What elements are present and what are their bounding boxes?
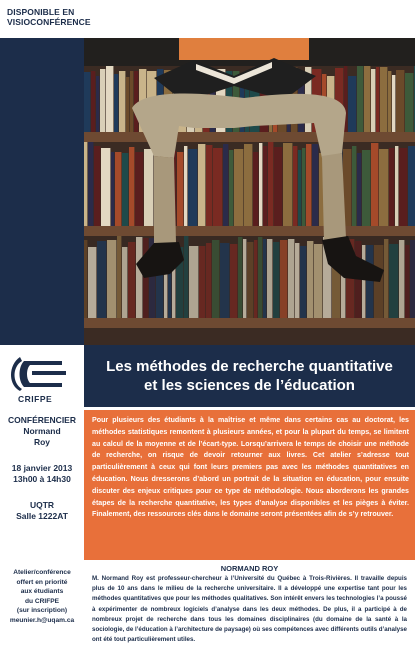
book-spine [357, 153, 361, 226]
book-spine [371, 143, 378, 226]
book-spine [364, 66, 370, 132]
book-spine [348, 76, 356, 132]
book-spine [223, 144, 228, 226]
event-time: 13h00 à 14h30 [13, 474, 71, 484]
contact-line-2: offert en priorité [16, 578, 68, 586]
speaker-label: CONFÉRENCIER [7, 415, 76, 425]
speaker-first-name: Normand [23, 426, 61, 436]
visioconference-badge [7, 7, 91, 27]
book-spine [379, 149, 388, 226]
book-spine [263, 146, 267, 226]
book-spine [274, 147, 282, 226]
book-spine [234, 149, 243, 226]
badge-line-1: DISPONIBLE EN [7, 7, 75, 17]
book-spine [184, 146, 187, 226]
book-spine [376, 67, 379, 132]
contact-line-4: du CRIFPE [24, 597, 60, 605]
book-spine [259, 143, 262, 226]
book-spine [135, 152, 143, 226]
book-spine [306, 144, 311, 226]
book-spine [253, 152, 258, 226]
book-spine [106, 66, 113, 132]
contact-line-1: Atelier/conférence [13, 569, 71, 576]
book-spine [91, 71, 95, 132]
book-spine [388, 71, 391, 132]
book-spine [244, 144, 252, 226]
description-text: Pour plusieurs des étudiants à la maîtrise et même dans certains cas au doctorat, les méthodes statistiques remontent à plusieurs années, et pour la plupart du temps, se limitent au calcul de la moyenne et de l’écart-type. Lorsqu’arrivera le temps de choisir une méthode de recherche, on risque de devoir retourner aux livres. Cet atelier s’adresse tout particulièrement à ceux qui font leurs premiers pas avec les méthodes quantitatives en éducation. Nous dresserons d’abord un portrait de la situation en éducation, pour ensuite discuter des enjeux critiques pour ce type de méthodologie. Nous aborderons les grandes étapes de la recherche quantitative, les types d’analyse disponibles et les pièges à éviter. Finalement, des ressources clés dans le domaine seront présentées afin de s’y retrouver. [92, 416, 409, 519]
book-spine [115, 152, 121, 226]
contact-email[interactable]: meunier.h@uqam.ca [9, 616, 75, 624]
book-spine [293, 146, 297, 226]
book-spine [408, 146, 415, 226]
book-spine [362, 150, 370, 226]
bookshelf-row-2 [84, 142, 415, 226]
book-spine [213, 148, 222, 226]
book-spine [198, 144, 205, 226]
book-spine [389, 148, 394, 226]
registration-contact [0, 568, 84, 625]
book-spine [94, 146, 100, 226]
contact-line-5: (sur inscription) [16, 607, 68, 614]
book-spine [84, 72, 90, 132]
speaker-last-name: Roy [33, 437, 51, 447]
book-spine [100, 69, 105, 132]
bio-heading: NORMAND ROY [220, 564, 279, 573]
book-spine [399, 148, 407, 226]
hero-photo [84, 38, 415, 345]
book-spine [302, 148, 305, 226]
date-block [0, 463, 84, 485]
description-panel [84, 410, 415, 560]
title-line-2: et les sciences de l’éducation [144, 377, 355, 394]
book-spine [206, 145, 212, 226]
event-info [0, 410, 84, 522]
bio-text: M. Normand Roy est professeur-chercheur à l’Université du Québec à Trois-Rivières. Il travaille depuis plus de 10 ans dans le milieu de la recherche universitaire. Il a développé une expertise tant pour les méthodes quantitatives que pour les méthodes qualitatives. Son intérêt envers les technologies l’a poussé à expérimenter de nombreux logiciels d’analyse dans les deux méthodes. De plus, il a participé à de nombreux projet de recherche dans tous les domaines disciplinaires (du domaine de la santé à la sociologie, de l’éducation à l’architecture de paysage) où ses compétences avec différents outils d’analyse ont été tout particulièrement utiles. [92, 575, 407, 644]
book-spine [144, 149, 153, 226]
book-spine [371, 69, 375, 132]
book-spine [119, 71, 125, 132]
event-date: 18 janvier 2013 [11, 463, 73, 473]
book-spine [392, 75, 395, 132]
book-spine [188, 149, 197, 226]
contact-line-3: aux étudiants [20, 588, 64, 595]
event-room: Salle 1222AT [16, 511, 68, 521]
badge-line-2: VISIOCONFÉRENCE [7, 17, 91, 27]
title-band [84, 345, 415, 407]
book-spine [395, 146, 398, 226]
event-venue: UQTR [29, 500, 55, 510]
book-spine [380, 67, 387, 132]
book-spine [130, 71, 133, 132]
book-spine [129, 147, 134, 226]
book-spine [126, 77, 129, 132]
book-spine [177, 152, 183, 226]
title-line-1: Les méthodes de recherche quantitative [106, 358, 393, 375]
book-spine [229, 150, 233, 226]
book-spine [122, 153, 128, 226]
sidebar-navy-block [0, 38, 84, 345]
library-illustration [84, 38, 415, 345]
venue-block [0, 500, 84, 522]
book-spine [312, 144, 318, 226]
book-spine [88, 142, 93, 226]
book-spine [101, 148, 110, 226]
book-spine [84, 142, 87, 226]
book-spine [114, 74, 118, 132]
book-spine [352, 146, 356, 226]
book-spine [96, 76, 99, 132]
speaker-block [0, 415, 84, 448]
book-spine [396, 70, 404, 132]
book-spine [268, 142, 273, 226]
book-spine [111, 152, 114, 226]
book-spine [134, 71, 138, 132]
book-spine [357, 66, 363, 132]
speaker-bio [84, 562, 415, 645]
crifpe-logo-text: CRIFPE [18, 394, 53, 404]
book-spine [298, 150, 301, 226]
book-spine [283, 143, 292, 226]
book-spine [405, 73, 413, 132]
